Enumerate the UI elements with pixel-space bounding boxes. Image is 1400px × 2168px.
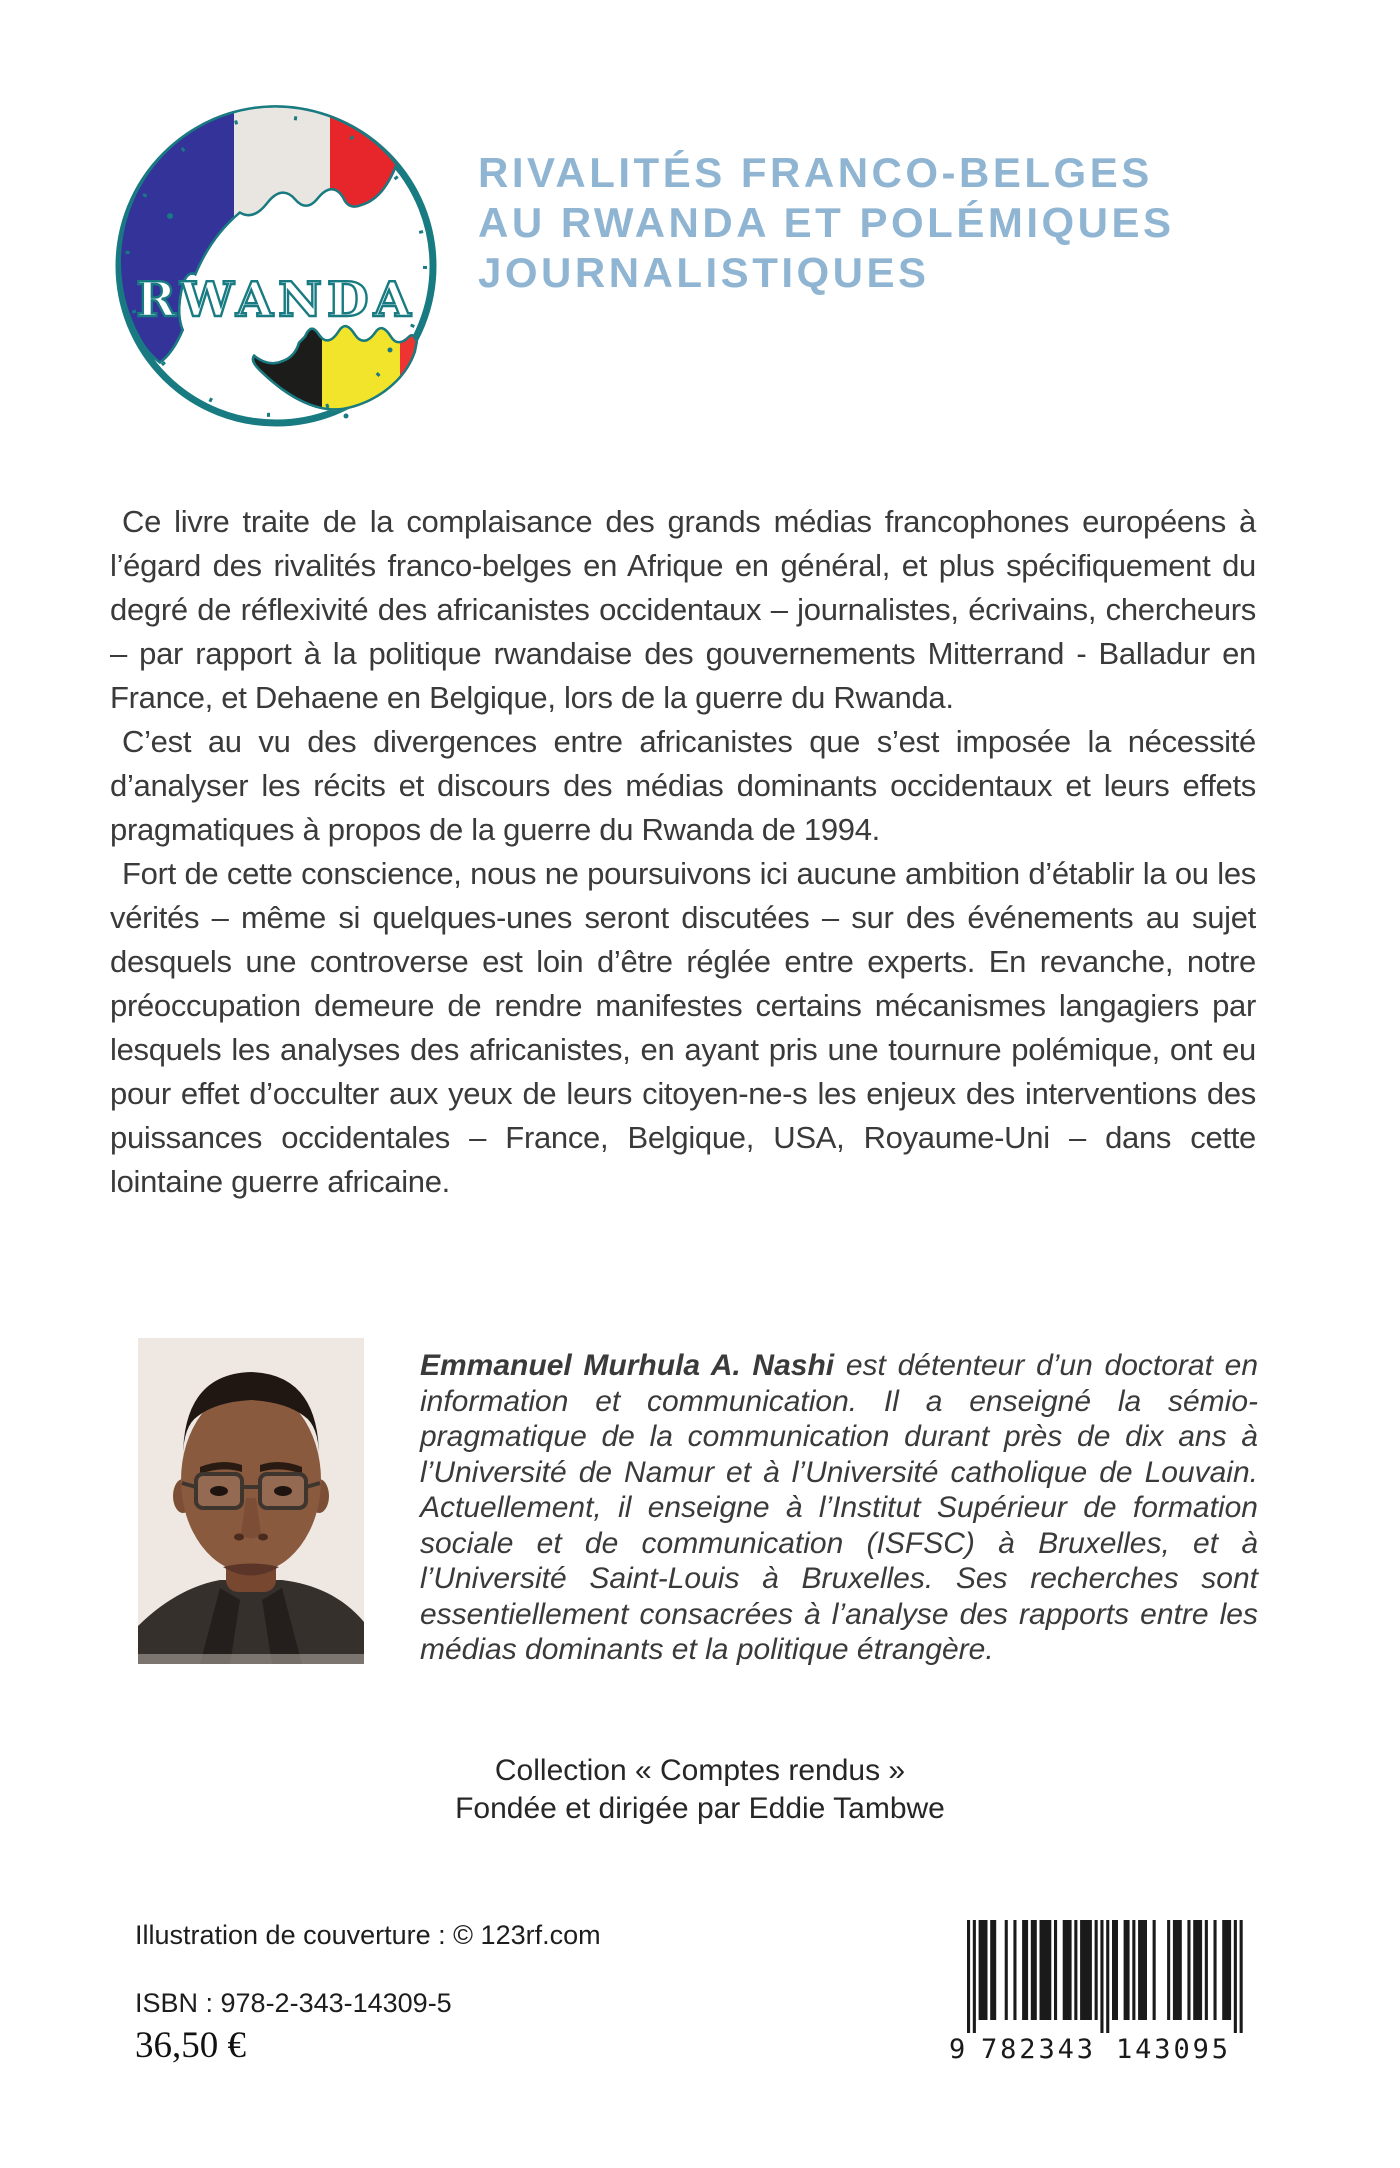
- rwanda-map-logo-graphic: [108, 98, 444, 434]
- author-bio-text: est détenteur d’un doctorat en information et communication. Il a enseigné la sémio-pragmatique de la communication durant près de dix ans à l’Université de Namur et à l’Université catholique de Louvain. Actuellement, il enseigne à l’Institut Supérieur de formation sociale et de communication (ISFSC) à Bruxelles, et à l’Université Saint-Louis à Bruxelles. Ses recherches sont essentiellement consacrées à l’analyse des rapports entre les médias dominants et la politique étrangère.: [420, 1349, 1258, 1666]
- collection-director: Fondée et dirigée par Eddie Tambwe: [455, 1792, 945, 1825]
- grunge-dot: [388, 348, 393, 353]
- barcode-digit-first: 9: [949, 2034, 966, 2065]
- synopsis-paragraph-2: C’est au vu des divergences entre africanistes que s’est imposée la nécessité d’analyser les récits et discours des médias dominants occidentaux et leurs effets pragmatiques à propos de la guerre du Rwanda de 1994.: [110, 724, 1256, 847]
- cover-illustration-credit: Illustration de couverture : © 123rf.com: [135, 1920, 601, 1950]
- author-portrait-graphic: [138, 1338, 364, 1664]
- rwanda-logo-label: RWANDA: [136, 272, 416, 328]
- collection-info: [0, 1752, 1400, 1828]
- price-text: 36,50 €: [135, 2025, 246, 2066]
- title-line-3: JOURNALISTIQUES: [478, 249, 930, 296]
- synopsis: [110, 500, 1256, 1204]
- barcode-digits-left: 782343: [981, 2034, 1093, 2065]
- author-bio: [420, 1348, 1258, 1668]
- synopsis-paragraph-1: Ce livre traite de la complaisance des grands médias francophones européens à l’égard des rivalités franco-belges en Afrique en général, et plus spécifiquement du degré de réflexivité des africanistes occidentaux – journalistes, écrivains, chercheurs – par rapport à la politique rwandaise des gouvernements Mitterrand - Balladur en France, et Dehaene en Belgique, lors de la guerre du Rwanda.: [110, 504, 1256, 715]
- barcode-digits-right: 143095: [1116, 2034, 1228, 2065]
- barcode-graphic: [945, 1920, 1255, 2065]
- isbn-text: ISBN : 978-2-343-14309-5: [135, 1988, 452, 2018]
- book-title: [478, 148, 1338, 298]
- title-line-2: AU RWANDA ET POLÉMIQUES: [478, 199, 1175, 246]
- barcode-bars: [967, 1920, 1243, 2033]
- grunge-dot: [344, 414, 349, 419]
- barcode: [945, 1920, 1255, 2065]
- title-line-1: RIVALITÉS FRANCO-BELGES: [478, 149, 1153, 196]
- author-photo: [138, 1338, 364, 1664]
- rwanda-map-logo: [108, 98, 444, 434]
- author-name: Emmanuel Murhula A. Nashi: [420, 1349, 835, 1382]
- collection-name: Collection « Comptes rendus »: [494, 1754, 906, 1787]
- synopsis-paragraph-3: Fort de cette conscience, nous ne poursuivons ici aucune ambition d’établir la ou les vérités – même si quelques-unes seront discutées – sur des événements au sujet desquels une controverse est loin d’être réglée entre experts. En revanche, notre préoccupation demeure de rendre manifestes certains mécanismes langagiers par lesquels les analyses des africanistes, en ayant pris une tournure polémique, ont eu pour effet d’occulter aux yeux de leurs citoyen-ne-s les enjeux des interventions des puissances occidentales – France, Belgique, USA, Royaume-Uni – dans cette lointaine guerre africaine.: [110, 856, 1256, 1199]
- grunge-dot: [167, 213, 173, 219]
